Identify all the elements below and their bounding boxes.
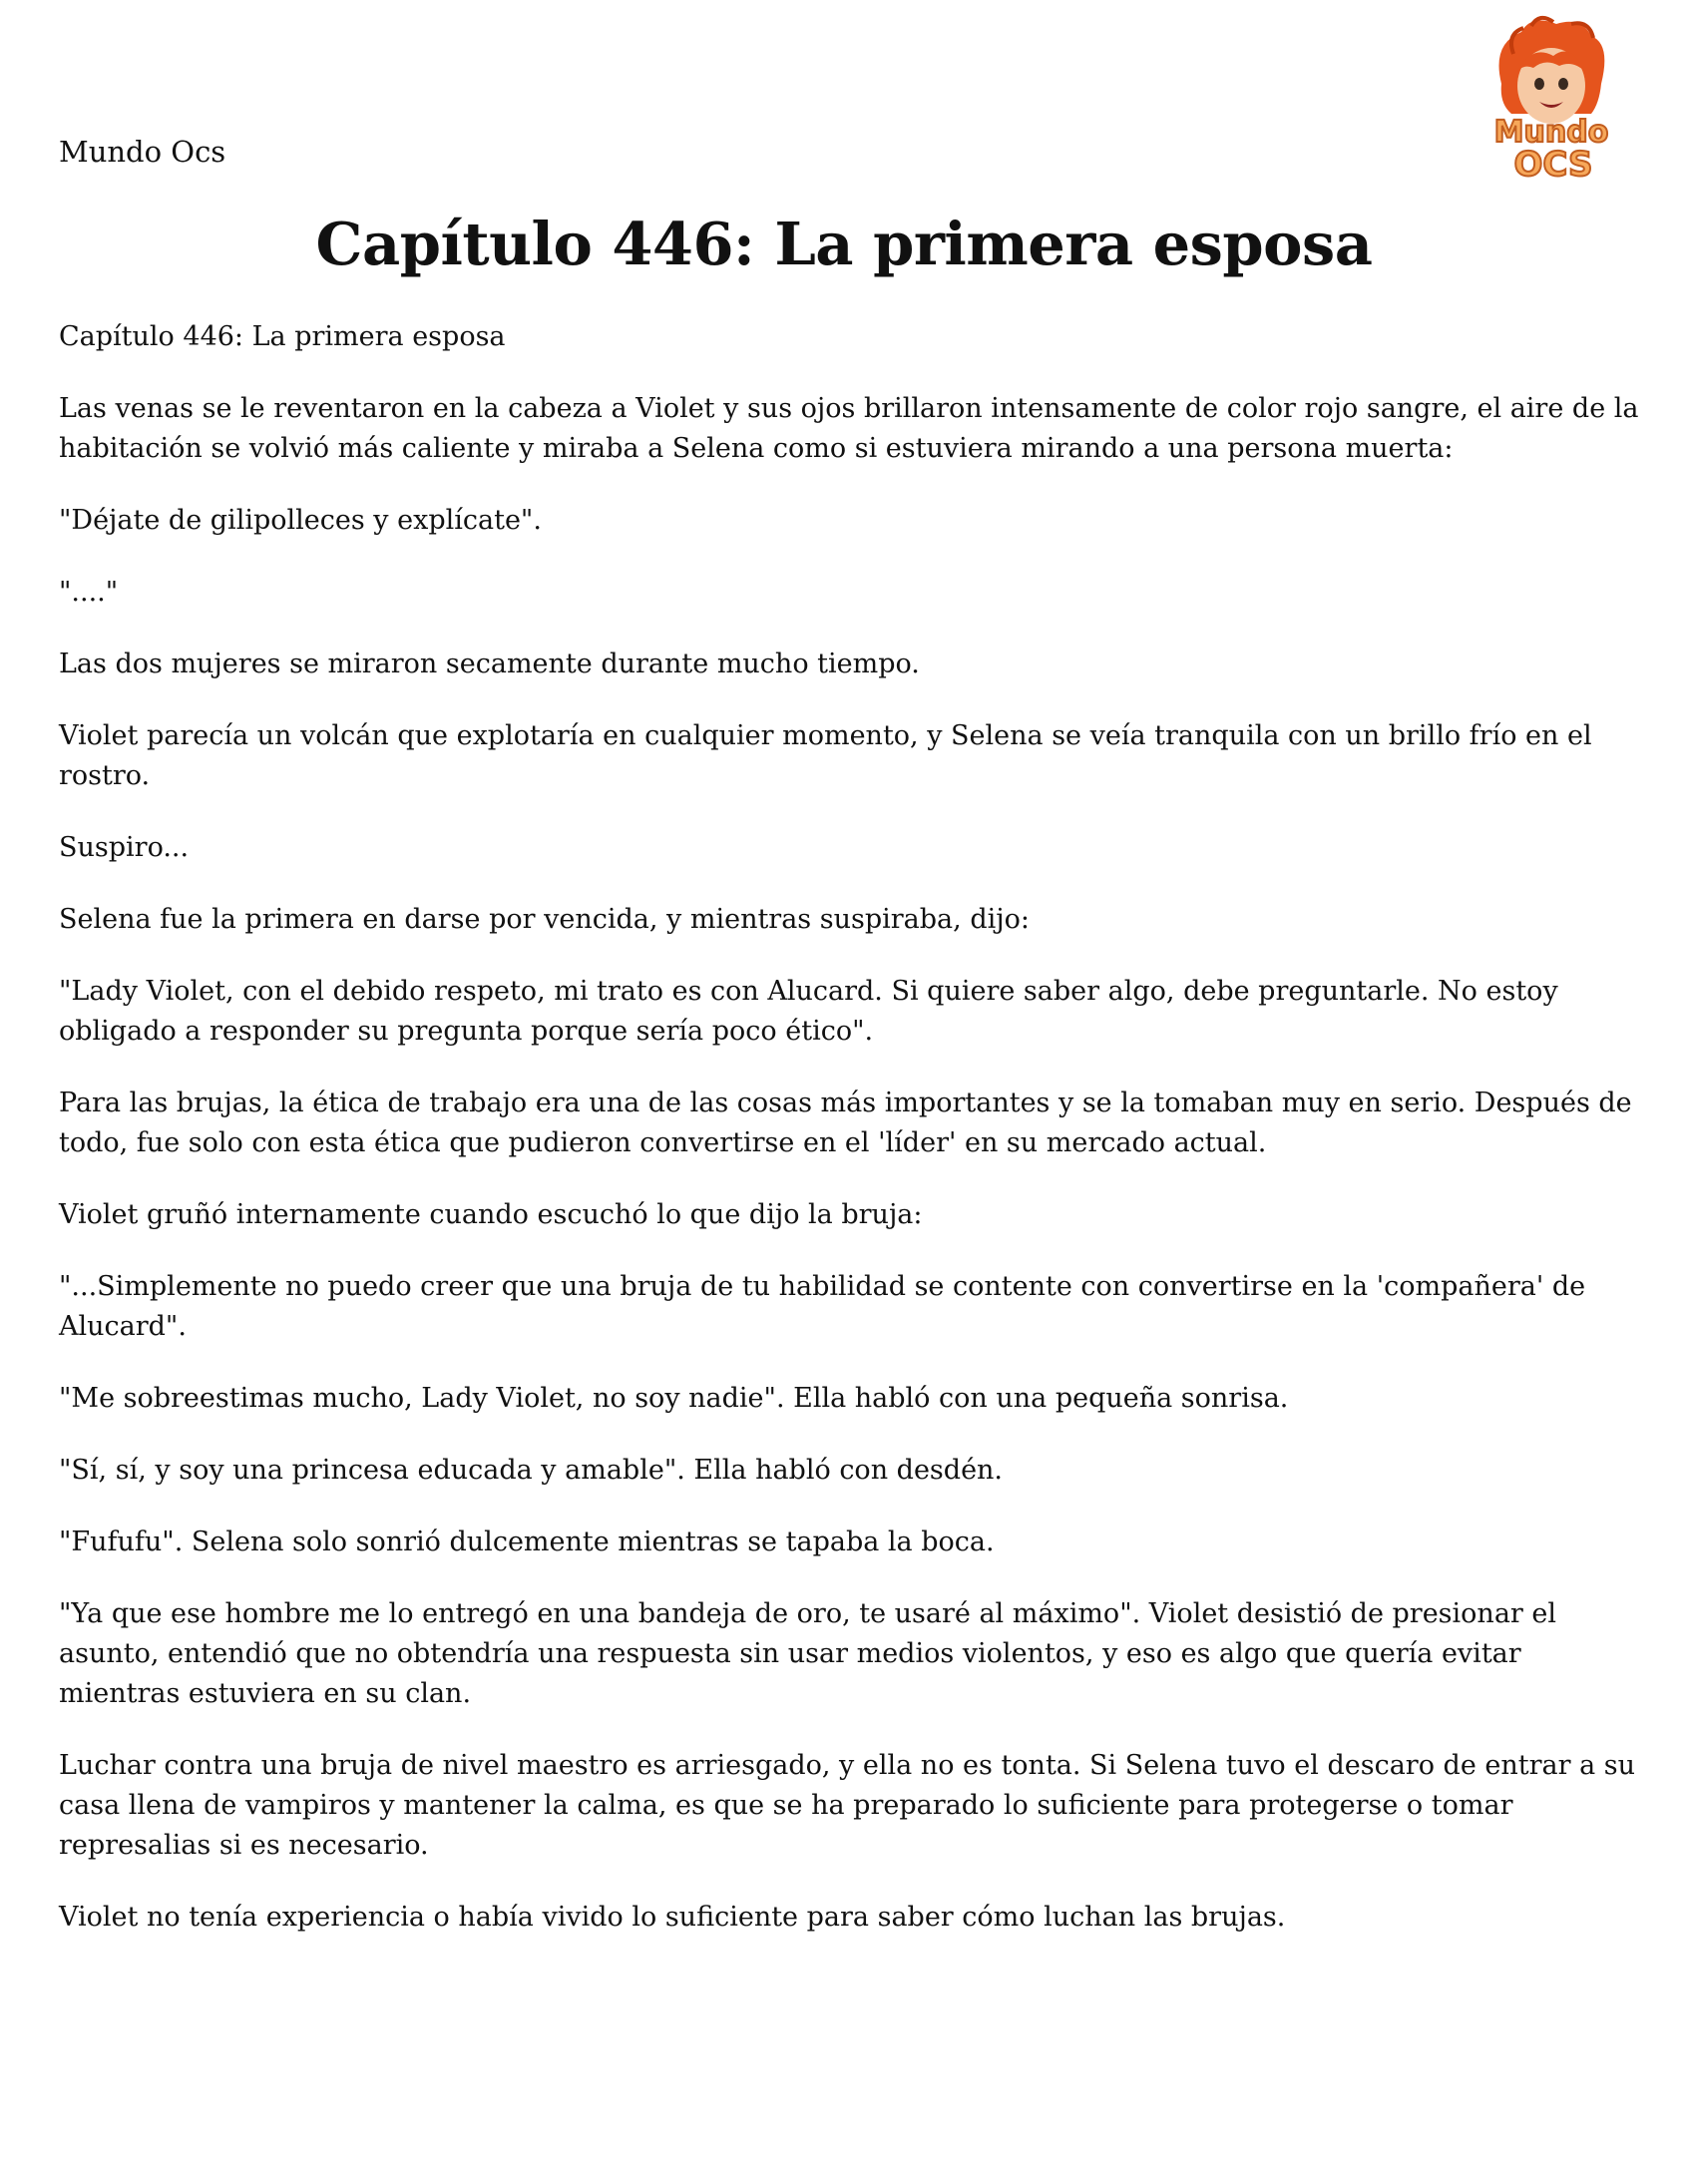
paragraph: Para las brujas, la ética de trabajo era una de las cosas más importantes y se la tomaban muy en serio. Después de todo, fue solo con esta ética que pudieron convertirse en el 'líder' en su mercado actual. xyxy=(59,1088,1632,1158)
paragraph: Selena fue la primera en darse por vencida, y mientras suspiraba, dijo: xyxy=(59,904,1030,935)
paragraph: "Ya que ese hombre me lo entregó en una bandeja de oro, te usaré al máximo". Violet desistió de presionar el asunto, entendió que no obtendría una respuesta sin usar medios violentos, y eso es algo que quería evitar mientras estuviera en su clan. xyxy=(59,1598,1557,1709)
paragraph: Violet parecía un volcán que explotaría en cualquier momento, y Selena se veía tranquila con un brillo frío en el rostro. xyxy=(59,720,1592,791)
paragraph: Capítulo 446: La primera esposa xyxy=(59,321,506,352)
site-name: Mundo Ocs xyxy=(59,135,226,169)
paragraph: "Sí, sí, y soy una princesa educada y amable". Ella habló con desdén. xyxy=(59,1455,1004,1486)
paragraph: Luchar contra una bruja de nivel maestro es arriesgado, y ella no es tonta. Si Selena tuvo el descaro de entrar a su casa llena de vampiros y mantener la calma, es que se ha preparado lo suficiente para protegerse o tomar represalias si es necesario. xyxy=(59,1750,1636,1861)
paragraph: "Déjate de gilipolleces y explícate". xyxy=(59,505,542,536)
paragraph: Las dos mujeres se miraron secamente durante mucho tiempo. xyxy=(59,649,920,679)
chapter-title: Capítulo 446: La primera esposa xyxy=(315,210,1373,278)
svg-text:OCS: OCS xyxy=(1513,145,1593,184)
paragraph: "...Simplemente no puedo creer que una bruja de tu habilidad se contente con convertirse en la 'compañera' de Alucard". xyxy=(59,1271,1586,1342)
paragraph: "...." xyxy=(59,577,119,608)
paragraph: "Me sobreestimas mucho, Lady Violet, no soy nadie". Ella habló con una pequeña sonrisa. xyxy=(59,1383,1289,1414)
paragraph: "Lady Violet, con el debido respeto, mi trato es con Alucard. Si quiere saber algo, debe preguntarle. No estoy obligado a responder su pregunta porque sería poco ético". xyxy=(59,976,1558,1047)
paragraph: "Fufufu". Selena solo sonrió dulcemente mientras se tapaba la boca. xyxy=(59,1527,995,1557)
paragraph: Las venas se le reventaron en la cabeza a Violet y sus ojos brillaron intensamente de color rojo sangre, el aire de la habitación se volvió más caliente y miraba a Selena como si estuviera mirando a una persona muerta: xyxy=(59,393,1639,464)
paragraph: Violet no tenía experiencia o había vivido lo suficiente para saber cómo luchan las brujas. xyxy=(59,1902,1286,1933)
chapter-body xyxy=(59,317,1645,1969)
paragraph: Suspiro... xyxy=(59,832,190,863)
mundo-ocs-logo xyxy=(1462,14,1641,184)
svg-text:Mundo: Mundo xyxy=(1493,115,1609,150)
paragraph: Violet gruñó internamente cuando escuchó lo que dijo la bruja: xyxy=(59,1199,923,1230)
